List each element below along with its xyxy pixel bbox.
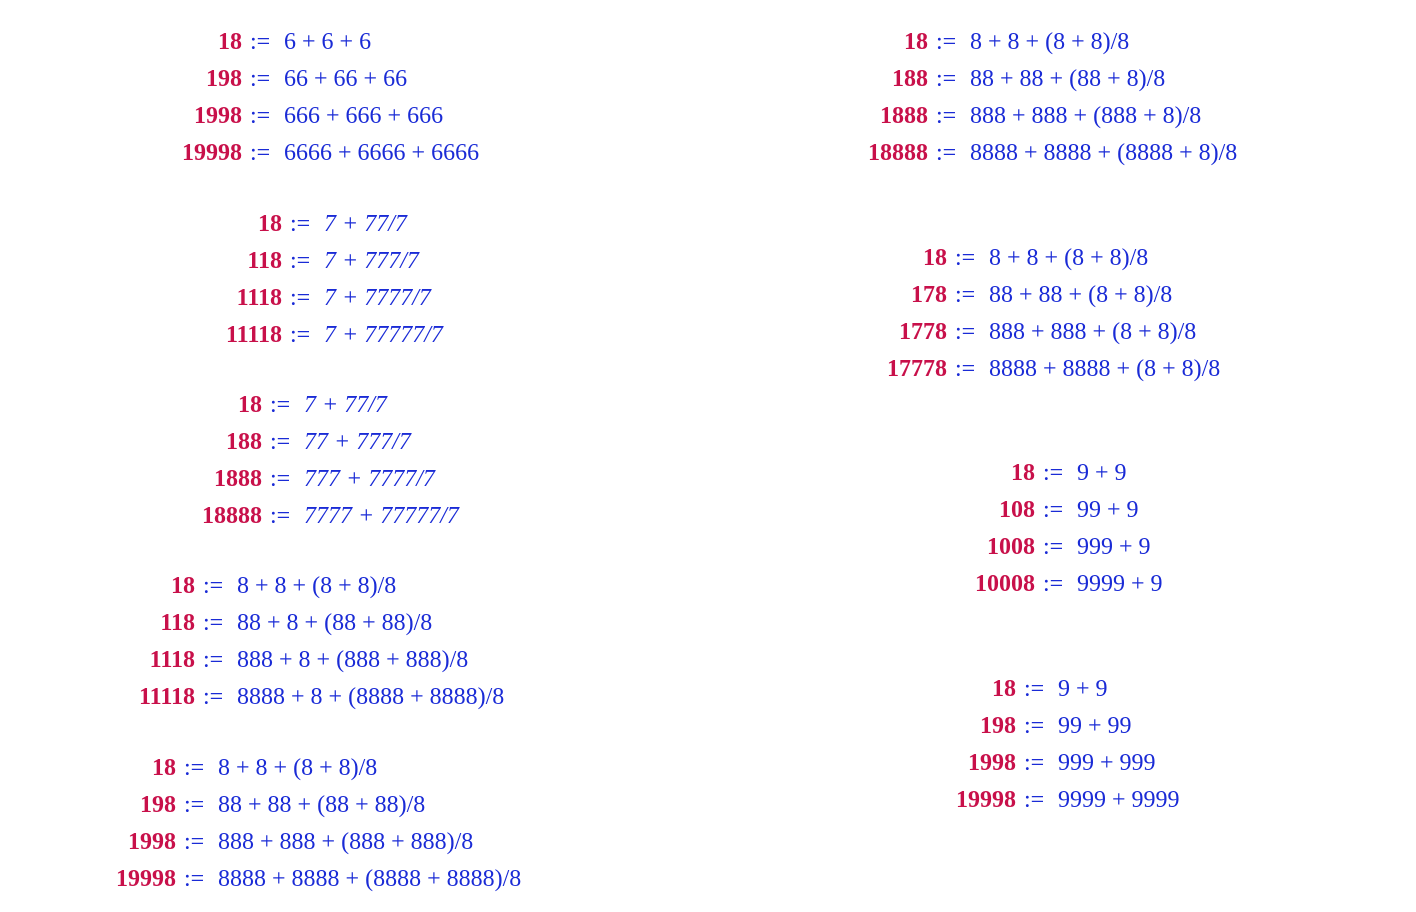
equation-result: 19998	[182, 140, 242, 166]
equation-result: 1998	[128, 829, 176, 855]
assign-operator: :=	[250, 103, 271, 129]
equation-expression: 7 + 77/7	[324, 211, 407, 237]
equation-result: 118	[247, 248, 282, 274]
equation-result: 108	[999, 497, 1035, 523]
equation-expression: 888 + 888 + (888 + 8)/8	[970, 103, 1202, 129]
equation-result: 1998	[968, 750, 1016, 776]
equation-result: 188	[892, 66, 928, 92]
assign-operator: :=	[955, 245, 976, 271]
equation-result: 10008	[975, 571, 1035, 597]
assign-operator: :=	[203, 573, 224, 599]
equation-expression: 888 + 8 + (888 + 888)/8	[237, 647, 469, 673]
assign-operator: :=	[290, 211, 311, 237]
equation-expression: 88 + 88 + (88 + 88)/8	[218, 792, 426, 818]
equation-expression: 7 + 777/7	[324, 248, 419, 274]
equation-expression: 99 + 99	[1058, 713, 1132, 739]
equation-result: 18	[923, 245, 947, 271]
equation-expression: 9 + 9	[1058, 676, 1108, 702]
equation-expression: 7 + 77777/7	[324, 322, 443, 348]
equation-result: 188	[226, 429, 262, 455]
equation-expression: 999 + 999	[1058, 750, 1156, 776]
equation-expression: 888 + 888 + (888 + 888)/8	[218, 829, 474, 855]
equation-expression: 666 + 666 + 666	[284, 103, 444, 129]
equation-expression: 7777 + 77777/7	[304, 503, 459, 529]
assign-operator: :=	[203, 610, 224, 636]
equation-expression: 999 + 9	[1077, 534, 1151, 560]
assign-operator: :=	[184, 755, 205, 781]
assign-operator: :=	[936, 66, 957, 92]
equation-expression: 9999 + 9999	[1058, 787, 1180, 813]
equation-expression: 9 + 9	[1077, 460, 1127, 486]
equation-result: 19998	[116, 866, 176, 892]
equation-expression: 777 + 7777/7	[304, 466, 435, 492]
equation-result: 178	[911, 282, 947, 308]
equation-result: 18	[152, 755, 176, 781]
equation-expression: 8888 + 8888 + (8888 + 8888)/8	[218, 866, 522, 892]
equation-result: 18	[171, 573, 195, 599]
equation-expression: 8 + 8 + (8 + 8)/8	[218, 755, 378, 781]
equation-result: 18	[1011, 460, 1035, 486]
equation-result: 1118	[236, 285, 282, 311]
assign-operator: :=	[250, 29, 271, 55]
assign-operator: :=	[270, 503, 291, 529]
equation-expression: 8888 + 8888 + (8888 + 8)/8	[970, 140, 1238, 166]
equation-expression: 88 + 88 + (8 + 8)/8	[989, 282, 1173, 308]
equation-result: 198	[980, 713, 1016, 739]
equation-result: 1888	[880, 103, 928, 129]
assign-operator: :=	[1024, 713, 1045, 739]
assign-operator: :=	[184, 792, 205, 818]
assign-operator: :=	[1043, 497, 1064, 523]
assign-operator: :=	[270, 429, 291, 455]
equation-result: 18	[992, 676, 1016, 702]
equation-expression: 88 + 8 + (88 + 88)/8	[237, 610, 433, 636]
assign-operator: :=	[1024, 750, 1045, 776]
assign-operator: :=	[1024, 787, 1045, 813]
equation-expression: 77 + 777/7	[304, 429, 411, 455]
equation-result: 11118	[225, 322, 282, 348]
equation-result: 18	[238, 392, 262, 418]
equation-expression: 8888 + 8888 + (8 + 8)/8	[989, 356, 1221, 382]
assign-operator: :=	[1043, 460, 1064, 486]
equation-result: 18	[258, 211, 282, 237]
equation-expression: 9999 + 9	[1077, 571, 1163, 597]
assign-operator: :=	[1024, 676, 1045, 702]
equation-result: 1778	[899, 319, 947, 345]
assign-operator: :=	[1043, 534, 1064, 560]
equation-result: 198	[206, 66, 242, 92]
assign-operator: :=	[250, 66, 271, 92]
equation-expression: 7 + 77/7	[304, 392, 387, 418]
equation-expression: 6666 + 6666 + 6666	[284, 140, 480, 166]
assign-operator: :=	[270, 466, 291, 492]
assign-operator: :=	[936, 29, 957, 55]
equation-result: 18888	[202, 503, 262, 529]
equation-result: 11118	[138, 684, 195, 710]
equation-result: 198	[140, 792, 176, 818]
assign-operator: :=	[955, 282, 976, 308]
equation-expression: 888 + 888 + (8 + 8)/8	[989, 319, 1197, 345]
assign-operator: :=	[955, 356, 976, 382]
assign-operator: :=	[203, 647, 224, 673]
equation-result: 1998	[194, 103, 242, 129]
equation-result: 17778	[887, 356, 947, 382]
equation-expression: 6 + 6 + 6	[284, 29, 372, 55]
equation-expression: 8888 + 8 + (8888 + 8888)/8	[237, 684, 505, 710]
equation-result: 18	[904, 29, 928, 55]
assign-operator: :=	[1043, 571, 1064, 597]
equation-expression: 8 + 8 + (8 + 8)/8	[237, 573, 397, 599]
equation-expression: 66 + 66 + 66	[284, 66, 408, 92]
equation-expression: 8 + 8 + (8 + 8)/8	[989, 245, 1149, 271]
equation-result: 19998	[956, 787, 1016, 813]
equation-result: 1118	[149, 647, 195, 673]
assign-operator: :=	[955, 319, 976, 345]
assign-operator: :=	[184, 829, 205, 855]
equation-result: 1008	[987, 534, 1035, 560]
assign-operator: :=	[936, 103, 957, 129]
equation-expression: 99 + 9	[1077, 497, 1139, 523]
assign-operator: :=	[184, 866, 205, 892]
assign-operator: :=	[250, 140, 271, 166]
equation-result: 118	[160, 610, 195, 636]
assign-operator: :=	[290, 248, 311, 274]
equation-result: 18888	[868, 140, 928, 166]
assign-operator: :=	[203, 684, 224, 710]
assign-operator: :=	[290, 322, 311, 348]
equation-result: 1888	[214, 466, 262, 492]
assign-operator: :=	[270, 392, 291, 418]
equation-expression: 8 + 8 + (8 + 8)/8	[970, 29, 1130, 55]
equation-result: 18	[218, 29, 242, 55]
equation-expression: 88 + 88 + (88 + 8)/8	[970, 66, 1166, 92]
assign-operator: :=	[936, 140, 957, 166]
assign-operator: :=	[290, 285, 311, 311]
equation-expression: 7 + 7777/7	[324, 285, 431, 311]
